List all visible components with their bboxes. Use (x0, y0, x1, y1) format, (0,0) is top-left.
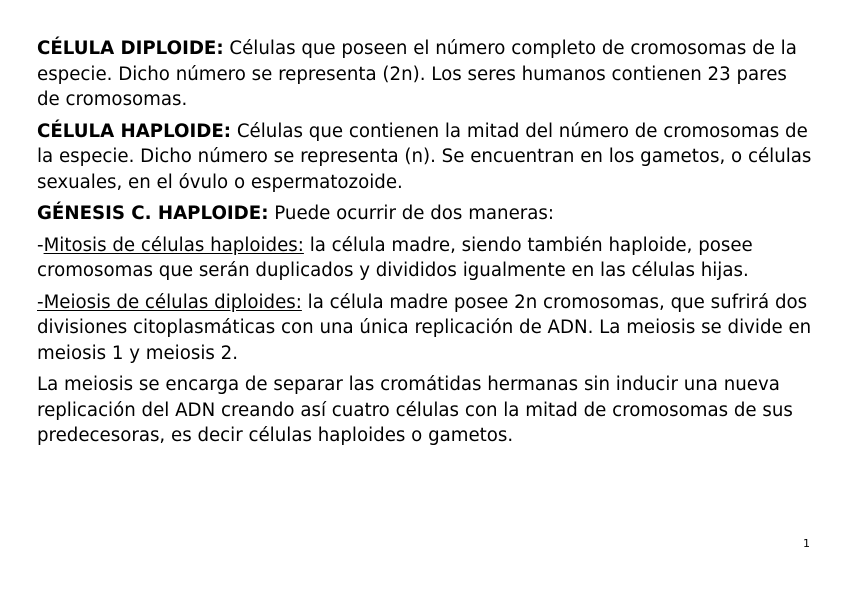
heading-celula-diploide: CÉLULA DIPLOIDE: (37, 38, 224, 59)
document-page (37, 36, 812, 455)
heading-mitosis: Mitosis de células haploides: (43, 234, 304, 256)
paragraph-celula-diploide (37, 36, 812, 113)
paragraph-celula-haploide (37, 119, 812, 196)
paragraph-mitosis (37, 233, 812, 284)
heading-meiosis: -Meiosis de células diploides: (37, 291, 302, 313)
paragraph-genesis-haploide (37, 201, 812, 227)
body-genesis-haploide: Puede ocurrir de dos maneras: (268, 203, 554, 224)
body-celula-diploide: Células que poseen el número completo de cromosomas de la especie. Dicho número se representa (2n). Los seres humanos contienen 23 pares de cromosomas. (37, 38, 797, 110)
body-closing: La meiosis se encarga de separar las cromátidas hermanas sin inducir una nueva replicación del ADN creando así cuatro células con la mitad de cromosomas de sus predecesoras, es decir células haploides o gametos. (37, 374, 793, 446)
body-celula-haploide: Células que contienen la mitad del número de cromosomas de la especie. Dicho número se representa (n). Se encuentran en los gametos, o células sexuales, en el óvulo o espermatozoide. (37, 120, 812, 193)
heading-genesis-haploide: GÉNESIS C. HAPLOIDE: (37, 203, 269, 224)
body-mitosis: la célula madre, siendo también haploide, posee cromosomas que serán duplicados y divididos igualmente en las células hijas. (37, 234, 753, 281)
paragraph-closing (37, 372, 812, 449)
heading-celula-haploide: CÉLULA HAPLOIDE: (37, 120, 232, 142)
paragraph-meiosis (37, 290, 812, 367)
page-number: 1 (803, 537, 810, 550)
body-meiosis: la célula madre posee 2n cromosomas, que sufrirá dos divisiones citoplasmáticas con una única replicación de ADN. La meiosis se divide en meiosis 1 y meiosis 2. (37, 291, 812, 364)
mitosis-prefix: - (37, 234, 44, 256)
